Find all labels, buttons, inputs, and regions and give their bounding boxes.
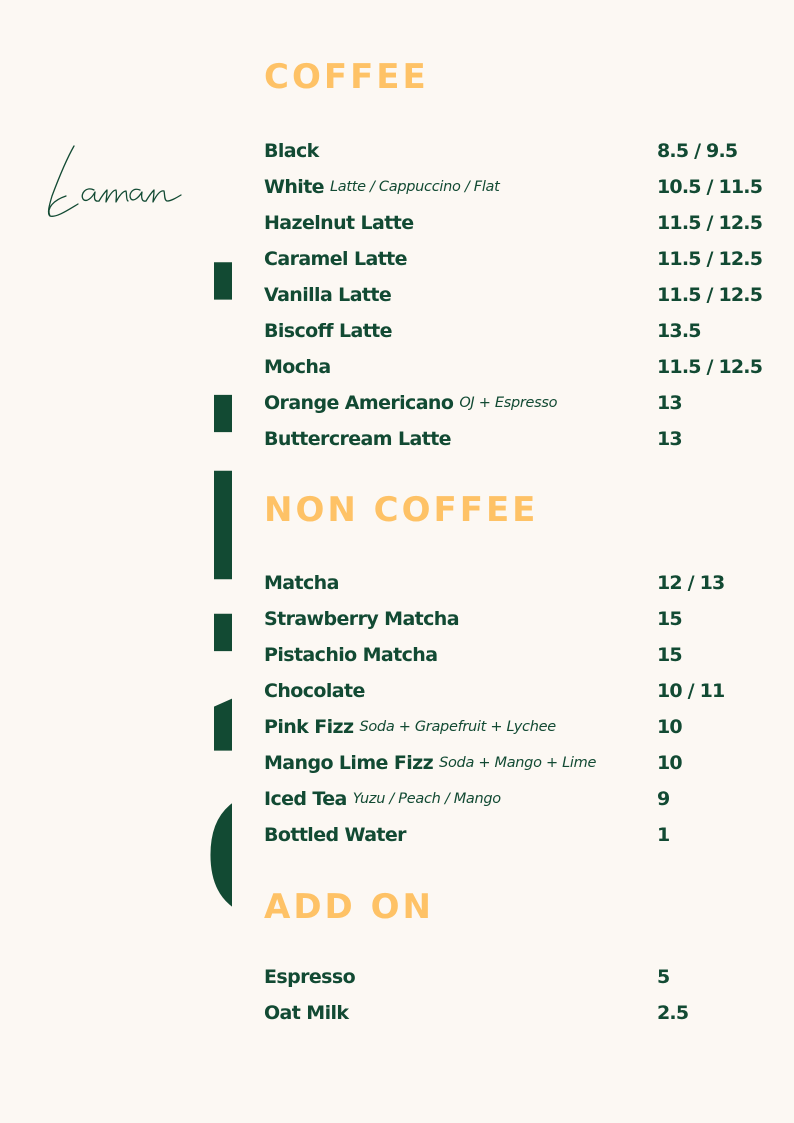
- item-name: Mango Lime Fizz: [264, 752, 434, 774]
- item-name: Pistachio Matcha: [264, 644, 438, 666]
- section-title-non-coffee: NON COFFEE: [264, 490, 539, 530]
- menu-vertical-title: [0, 243, 232, 940]
- item-name: Bottled Water: [264, 824, 406, 846]
- list-item: [264, 169, 764, 205]
- item-name: Hazelnut Latte: [264, 212, 414, 234]
- list-item: [264, 673, 764, 709]
- item-name: Biscoff Latte: [264, 320, 392, 342]
- list-item: [264, 205, 764, 241]
- item-name: Chocolate: [264, 680, 365, 702]
- item-name: Matcha: [264, 572, 339, 594]
- item-price: 12 / 13: [657, 572, 725, 594]
- list-item: [264, 313, 764, 349]
- item-price: 13.5: [657, 320, 701, 342]
- item-price: 11.5 / 12.5: [657, 356, 763, 378]
- list-item: [264, 637, 764, 673]
- list-item: [264, 781, 764, 817]
- item-name: Black: [264, 140, 319, 162]
- section-title-add-on: ADD ON: [264, 887, 434, 927]
- list-item: [264, 745, 764, 781]
- item-name: Caramel Latte: [264, 248, 407, 270]
- item-name: Espresso: [264, 966, 356, 988]
- item-name: White: [264, 176, 324, 198]
- list-item: [264, 565, 764, 601]
- laman-logo: [36, 130, 196, 230]
- item-price: 5: [657, 966, 670, 988]
- item-name: Iced Tea: [264, 788, 347, 810]
- list-item: [264, 709, 764, 745]
- item-description: OJ + Espresso: [459, 395, 558, 411]
- item-price: 10: [657, 752, 682, 774]
- item-price: 10 / 11: [657, 680, 725, 702]
- item-description: Latte / Cappuccino / Flat: [329, 179, 500, 195]
- item-price: 13: [657, 428, 682, 450]
- menu-vertical-text: MENU: [155, 243, 232, 940]
- list-item: [264, 817, 764, 853]
- non-coffee-list: [264, 565, 764, 853]
- item-name: Vanilla Latte: [264, 284, 392, 306]
- coffee-list: [264, 133, 764, 457]
- item-price: 11.5 / 12.5: [657, 284, 763, 306]
- item-name: Oat Milk: [264, 1002, 349, 1024]
- item-price: 10.5 / 11.5: [657, 176, 763, 198]
- item-description: Soda + Grapefruit + Lychee: [359, 719, 556, 735]
- list-item: [264, 601, 764, 637]
- list-item: [264, 277, 764, 313]
- item-price: 2.5: [657, 1002, 689, 1024]
- item-price: 8.5 / 9.5: [657, 140, 738, 162]
- item-description: Soda + Mango + Lime: [439, 755, 597, 771]
- logo-script-graphic: [36, 130, 196, 230]
- item-price: 13: [657, 392, 682, 414]
- item-name: Pink Fizz: [264, 716, 354, 738]
- item-name: Strawberry Matcha: [264, 608, 459, 630]
- menu-vertical-graphic: [0, 243, 232, 940]
- add-on-list: [264, 959, 764, 1031]
- item-price: 1: [657, 824, 670, 846]
- list-item: [264, 421, 764, 457]
- item-price: 9: [657, 788, 670, 810]
- item-price: 11.5 / 12.5: [657, 248, 763, 270]
- list-item: [264, 995, 764, 1031]
- list-item: [264, 241, 764, 277]
- section-title-coffee: COFFEE: [264, 57, 429, 97]
- list-item: [264, 385, 764, 421]
- item-description: Yuzu / Peach / Mango: [352, 791, 501, 807]
- item-name: Orange Americano: [264, 392, 454, 414]
- list-item: [264, 133, 764, 169]
- item-price: 11.5 / 12.5: [657, 212, 763, 234]
- item-price: 15: [657, 608, 682, 630]
- item-name: Mocha: [264, 356, 331, 378]
- list-item: [264, 959, 764, 995]
- list-item: [264, 349, 764, 385]
- item-price: 15: [657, 644, 682, 666]
- item-price: 10: [657, 716, 682, 738]
- item-name: Buttercream Latte: [264, 428, 451, 450]
